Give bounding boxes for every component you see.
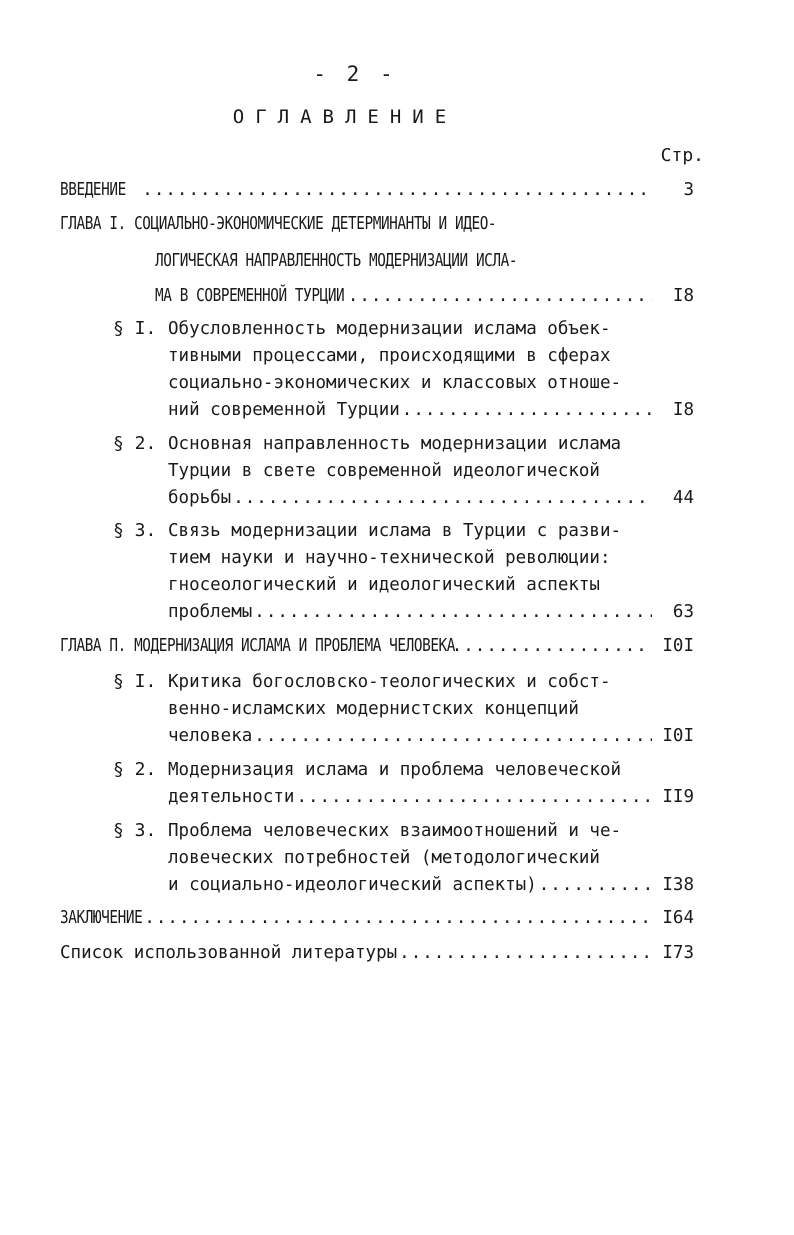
toc-entry-section-1-2 — [168, 486, 694, 510]
section-2-3-mark: § 3. — [113, 820, 157, 841]
toc-entry-page: I0I — [662, 636, 694, 656]
page-number: - 2 - — [313, 62, 397, 86]
toc-entry-page: 3 — [683, 180, 694, 200]
section-2-1-line1: Критика богословско-теологических и собст- — [168, 672, 611, 692]
chapter-1-title-line1: ГЛАВА I. СОЦИАЛЬНО-ЭКОНОМИЧЕСКИЕ ДЕТЕРМИНАНТЫ И ИДЕО- — [60, 214, 497, 234]
dot-leader — [142, 178, 652, 202]
toc-entry-page: I64 — [662, 908, 694, 928]
section-1-3-line1: Связь модернизации ислама в Турции с разви- — [168, 521, 622, 541]
toc-entry-chapter-2 — [60, 634, 694, 658]
toc-entry-label: ЗАКЛЮЧЕНИЕ — [60, 908, 143, 928]
section-1-1-mark: § I. — [113, 318, 157, 339]
section-1-1-line4: ний современной Турции — [168, 400, 400, 420]
section-1-1-line2: тивными процессами, происходящими в сферах — [168, 346, 611, 366]
section-1-2-line2: Турции в свете современной идеологической — [168, 461, 600, 481]
dot-leader — [539, 873, 652, 897]
toc-entry-page: I0I — [662, 726, 694, 746]
dot-leader — [402, 398, 652, 422]
section-1-3-line4: проблемы — [168, 602, 253, 622]
section-1-2-mark: § 2. — [113, 433, 157, 454]
section-2-3-line3: и социально-идеологический аспекты) — [168, 875, 537, 895]
section-1-2-line3: борьбы — [168, 488, 232, 508]
dot-leader — [452, 634, 652, 658]
section-2-3-line2: ловеческих потребностей (методологический — [168, 848, 600, 868]
toc-entry-page: II9 — [662, 787, 694, 807]
toc-entry-label: ВВЕДЕНИЕ — [60, 180, 126, 200]
dot-leader — [233, 486, 652, 510]
toc-entry-section-2-2 — [168, 785, 694, 809]
dot-leader — [144, 906, 652, 930]
section-1-3-line2: тием науки и научно-технической революции: — [168, 548, 611, 568]
toc-title: ОГЛАВЛЕНИЕ — [232, 106, 458, 128]
dot-leader — [254, 600, 652, 624]
section-1-2-line1: Основная направленность модернизации ислама — [168, 434, 622, 454]
toc-entry-section-1-1 — [168, 398, 694, 422]
section-2-3-line1: Проблема человеческих взаимоотношений и че- — [168, 821, 622, 841]
toc-entry-section-2-1 — [168, 724, 694, 748]
toc-entry-section-2-3 — [168, 873, 694, 897]
section-2-2-mark: § 2. — [113, 759, 157, 780]
section-1-3-line3: гносеологический и идеологический аспекты — [168, 575, 600, 595]
chapter-2-title: ГЛАВА П. МОДЕРНИЗАЦИЯ ИСЛАМА И ПРОБЛЕМА ЧЕЛОВЕКА — [60, 636, 456, 656]
dot-leader — [348, 284, 652, 308]
toc-entry-page: 44 — [672, 488, 694, 508]
section-1-3-mark: § 3. — [113, 520, 157, 541]
dot-leader — [399, 941, 652, 965]
section-2-2-line1: Модернизация ислама и проблема человеческой — [168, 760, 622, 780]
toc-entry-page: I38 — [662, 875, 694, 895]
toc-entry-conclusion — [60, 906, 694, 930]
page-column-label: Стр. — [660, 145, 704, 166]
toc-entry-page: 63 — [672, 602, 694, 622]
toc-entry-intro — [60, 178, 694, 202]
toc-entry-page: I8 — [672, 400, 694, 420]
section-2-2-line2: деятельности — [168, 787, 295, 807]
toc-entry-page: I73 — [662, 943, 694, 963]
chapter-1-title-line3: МА В СОВРЕМЕННОЙ ТУРЦИИ — [155, 286, 345, 306]
toc-entry-chapter-1 — [155, 284, 694, 308]
dot-leader — [296, 785, 652, 809]
toc-entry-label: Список использованной литературы — [60, 943, 398, 963]
chapter-1-title-line2: ЛОГИЧЕСКАЯ НАПРАВЛЕННОСТЬ МОДЕРНИЗАЦИИ ИСЛА- — [155, 251, 518, 271]
section-2-1-line2: венно-исламских модернистских концепций — [168, 699, 579, 719]
section-1-1-line1: Обусловленность модернизации ислама объек- — [168, 319, 611, 339]
toc-entry-section-1-3 — [168, 600, 694, 624]
section-2-1-line3: человека — [168, 726, 253, 746]
section-1-1-line3: социально-экономических и классовых отноше- — [168, 373, 622, 393]
section-2-1-mark: § I. — [113, 671, 157, 692]
dot-leader — [254, 724, 652, 748]
toc-entry-bibliography — [60, 941, 694, 965]
toc-entry-page: I8 — [672, 286, 694, 306]
